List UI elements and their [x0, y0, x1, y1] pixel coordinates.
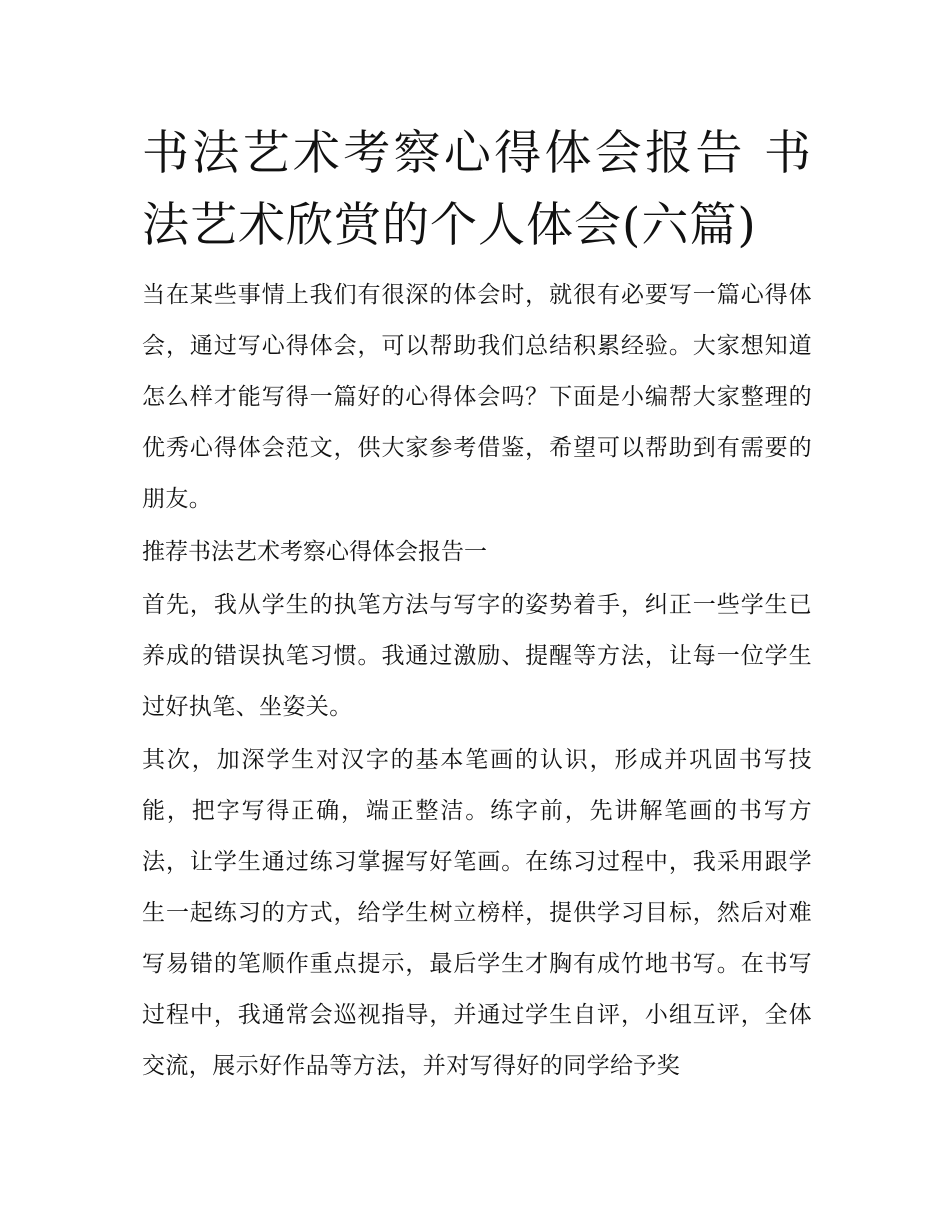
document-content: [142, 118, 812, 1094]
document-body: [142, 270, 812, 1092]
body-paragraph-1: 首先，我从学生的执笔方法与写字的姿势着手，纠正一些学生已养成的错误执笔习惯。我通过激励、提醒等方法，让每一位学生过好执笔、坐姿关。: [142, 592, 812, 720]
body-paragraph-2: 其次，加深学生对汉字的基本笔画的认识，形成并巩固书写技能，把字写得正确，端正整洁。练字前，先讲解笔画的书写方法，让学生通过练习掌握写好笔画。在练习过程中，我采用跟学生一起练习的方式，给学生树立榜样，提供学习目标，然后对难写易错的笔顺作重点提示，最后学生才胸有成竹地书写。在书写过程中，我通常会巡视指导，并通过学生自评，小组互评，全体交流，展示好作品等方法，并对写得好的同学给予奖: [142, 747, 812, 1079]
intro-paragraph: 当在某些事情上我们有很深的体会时，就很有必要写一篇心得体会，通过写心得体会，可以帮助我们总结积累经验。大家想知道怎么样才能写得一篇好的心得体会吗？下面是小编帮大家整理的优秀心得体会范文，供大家参考借鉴，希望可以帮助到有需要的朋友。: [142, 282, 812, 512]
document-title: 书法艺术考察心得体会报告 书法艺术欣赏的个人体会(六篇): [142, 126, 812, 253]
section-heading: 推荐书法艺术考察心得体会报告一: [142, 539, 487, 565]
